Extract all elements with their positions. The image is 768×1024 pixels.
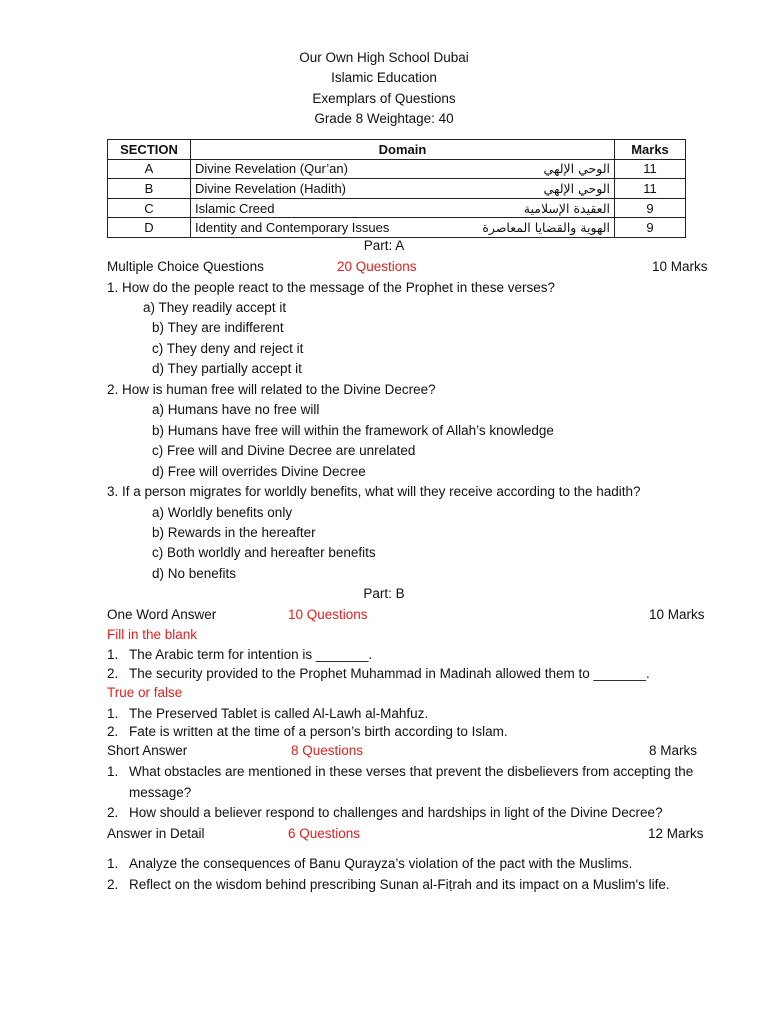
mcq-section-label: Multiple Choice Questions (107, 259, 264, 274)
option-3a: a) Worldly benefits only (152, 505, 293, 520)
option-3b: b) Rewards in the hereafter (152, 525, 316, 540)
document-header (0, 48, 768, 129)
detail-label: Answer in Detail (107, 826, 205, 841)
item-number: 1. (107, 647, 119, 662)
subject-name: Islamic Education (331, 70, 437, 86)
option-2b: b) Humans have free will within the framework of Allah’s knowledge (152, 423, 554, 438)
short-answer-item (107, 805, 663, 820)
marks-cell: 11 (615, 179, 686, 199)
domain-arabic: الوحي الإلهي (543, 180, 610, 196)
item-text: Fate is written at the time of a person’s birth according to Islam. (129, 724, 508, 739)
detail-count: 6 Questions (288, 826, 361, 841)
one-word-label: One Word Answer (107, 607, 217, 622)
item-text: Reflect on the wisdom behind prescribing Sunan al-Fiṭrah and its impact on a Muslim's life. (129, 877, 670, 892)
domain-cell (191, 159, 615, 179)
domain-arabic: العقيدة الإسلامية (523, 200, 610, 216)
one-word-count: 10 Questions (288, 607, 368, 622)
short-answer-marks: 8 Marks (649, 743, 698, 758)
domain-english: Divine Revelation (Hadith) (195, 180, 347, 196)
column-header-domain: Domain (191, 140, 615, 160)
short-answer-label: Short Answer (107, 743, 188, 758)
item-text: The security provided to the Prophet Muhammad in Madinah allowed them to _______. (129, 666, 650, 681)
detail-marks: 12 Marks (648, 826, 704, 841)
option-3d: d) No benefits (152, 566, 237, 581)
section-cell: A (108, 159, 191, 179)
fill-blank-label: Fill in the blank (107, 627, 198, 642)
column-header-marks: Marks (615, 140, 686, 160)
item-number: 2. (107, 666, 119, 681)
item-number: 2. (107, 724, 119, 739)
option-1d: d) They partially accept it (152, 361, 302, 376)
domain-english: Divine Revelation (Qur’an) (195, 161, 348, 177)
short-answer-item (107, 764, 693, 779)
short-answer-count: 8 Questions (291, 743, 364, 758)
question-1: 1. How do the people react to the message of the Prophet in these verses? (107, 280, 556, 295)
fill-blank-item (107, 647, 372, 662)
one-word-marks: 10 Marks (649, 607, 705, 622)
domain-arabic: الوحي الإلهي (543, 161, 610, 177)
item-number: 1. (107, 764, 119, 779)
table-row (108, 198, 686, 218)
marks-cell: 9 (615, 198, 686, 218)
option-2a: a) Humans have no free will (152, 402, 320, 417)
table-row (108, 218, 686, 238)
domain-english: Islamic Creed (195, 200, 275, 216)
item-text: The Preserved Tablet is called Al-Lawh al-Mahfuz. (129, 706, 429, 721)
part-b-title: Part: B (363, 586, 405, 601)
option-1b: b) They are indifferent (152, 320, 284, 335)
column-header-section: SECTION (108, 140, 191, 160)
section-cell: C (108, 198, 191, 218)
domain-cell (191, 198, 615, 218)
question-3: 3. If a person migrates for worldly benefits, what will they receive according to the hadith? (107, 484, 641, 499)
section-cell: D (108, 218, 191, 238)
table-row (108, 159, 686, 179)
domain-arabic: الهوية والقضايا المعاصرة (482, 220, 610, 236)
domain-cell (191, 179, 615, 199)
short-answer-item-continued: message? (129, 785, 192, 800)
grade-weightage: Grade 8 Weightage: 40 (314, 110, 454, 126)
item-text: What obstacles are mentioned in these verses that prevent the disbelievers from accepting the (129, 764, 694, 779)
domain-cell (191, 218, 615, 238)
question-2: 2. How is human free will related to the Divine Decree? (107, 382, 436, 397)
mcq-marks: 10 Marks (652, 259, 708, 274)
option-2c: c) Free will and Divine Decree are unrelated (152, 443, 416, 458)
section-cell: B (108, 179, 191, 199)
domain-english: Identity and Contemporary Issues (195, 220, 390, 236)
option-1c: c) They deny and reject it (152, 341, 304, 356)
true-false-label: True or false (107, 685, 183, 700)
true-false-item (107, 706, 428, 721)
table-header-row (108, 140, 686, 160)
item-number: 1. (107, 856, 119, 871)
detail-item (107, 856, 632, 871)
item-number: 2. (107, 877, 119, 892)
part-a-title: Part: A (363, 238, 405, 253)
true-false-item (107, 724, 508, 739)
mcq-question-count: 20 Questions (337, 259, 417, 274)
school-name: Our Own High School Dubai (299, 50, 469, 65)
fill-blank-item (107, 666, 650, 681)
table-row (108, 179, 686, 199)
marks-cell: 11 (615, 159, 686, 179)
detail-item (107, 877, 670, 892)
option-2d: d) Free will overrides Divine Decree (152, 464, 366, 479)
item-text: How should a believer respond to challenges and hardships in light of the Divine Decree? (129, 805, 663, 820)
option-1a: a) They readily accept it (143, 300, 287, 315)
marks-cell: 9 (615, 218, 686, 238)
item-number: 1. (107, 706, 119, 721)
item-text: Analyze the consequences of Banu Qurayza’s violation of the pact with the Muslims. (129, 856, 633, 871)
item-text: The Arabic term for intention is _______. (129, 647, 373, 662)
option-3c: c) Both worldly and hereafter benefits (152, 545, 376, 560)
item-number: 2. (107, 805, 119, 820)
domain-table (107, 139, 686, 238)
document-title: Exemplars of Questions (312, 90, 456, 106)
